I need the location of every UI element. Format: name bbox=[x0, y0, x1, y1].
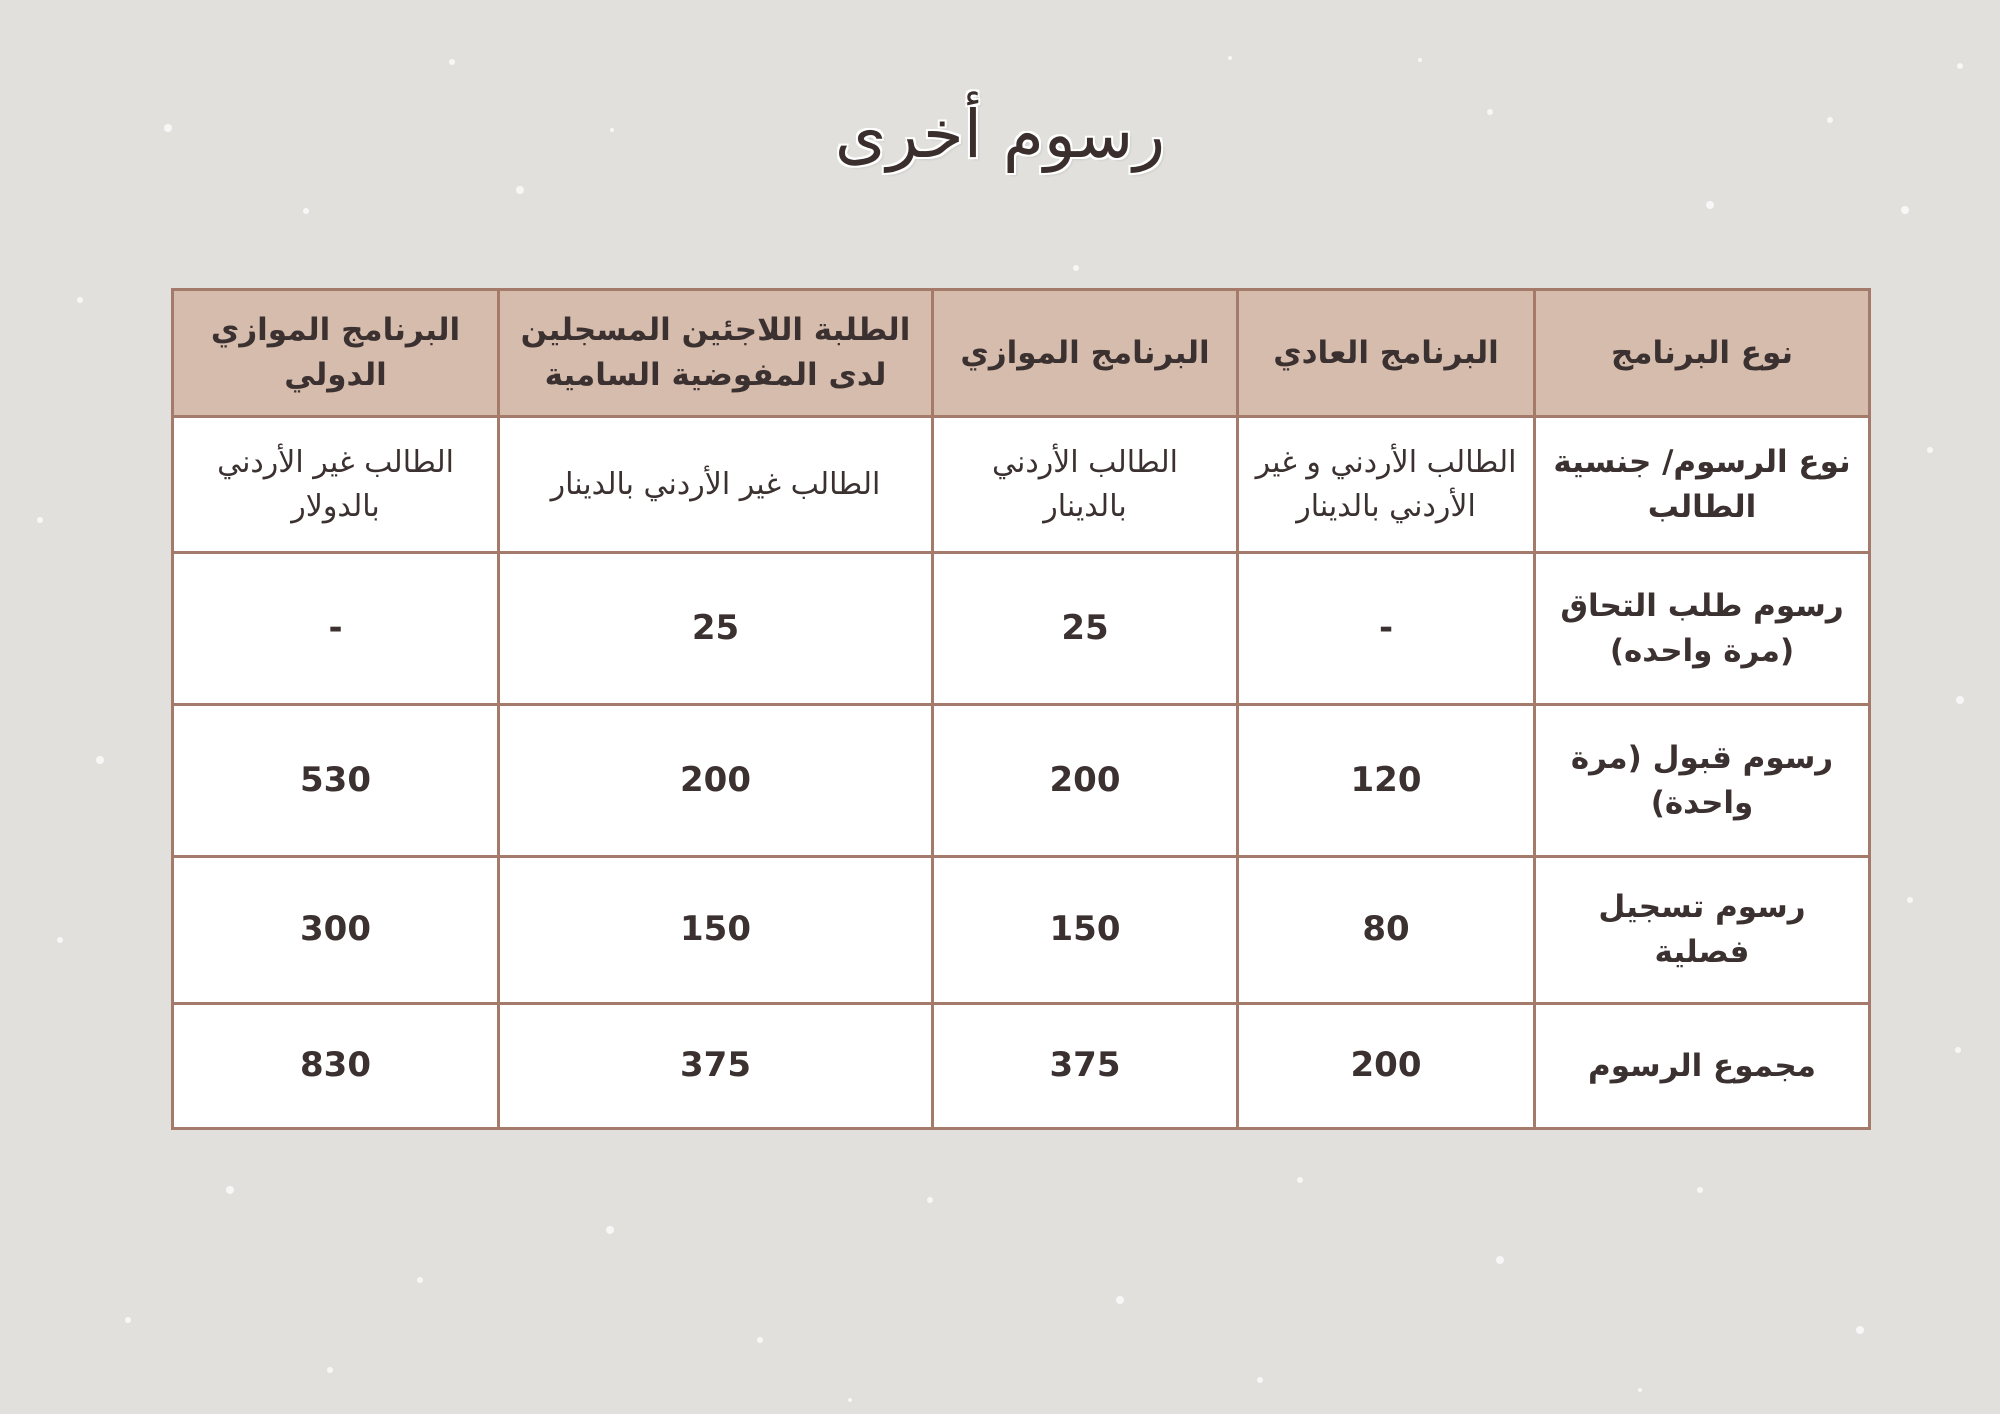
table-cell: - bbox=[1238, 553, 1535, 705]
table-cell: 150 bbox=[499, 857, 933, 1004]
table-row bbox=[173, 553, 1870, 705]
table-row bbox=[173, 1004, 1870, 1129]
table-cell: 375 bbox=[933, 1004, 1238, 1129]
table-row bbox=[173, 417, 1870, 553]
table-cell: 120 bbox=[1238, 705, 1535, 857]
header-international-parallel-program: البرنامج الموازي الدولي bbox=[173, 290, 499, 417]
row-label: نوع الرسوم/ جنسية الطالب bbox=[1535, 417, 1870, 553]
table-cell: 830 bbox=[173, 1004, 499, 1129]
table-cell: 200 bbox=[933, 705, 1238, 857]
row-label: رسوم قبول (مرة واحدة) bbox=[1535, 705, 1870, 857]
table-cell: 25 bbox=[499, 553, 933, 705]
table-header-row bbox=[173, 290, 1870, 417]
table-cell: الطالب غير الأردني بالدولار bbox=[173, 417, 499, 553]
fees-table bbox=[171, 288, 1871, 1130]
table-row bbox=[173, 705, 1870, 857]
table-cell: - bbox=[173, 553, 499, 705]
table-cell: 530 bbox=[173, 705, 499, 857]
header-refugee-students: الطلبة اللاجئين المسجلين لدى المفوضية السامية bbox=[499, 290, 933, 417]
header-parallel-program: البرنامج الموازي bbox=[933, 290, 1238, 417]
table-row bbox=[173, 857, 1870, 1004]
table-cell: 300 bbox=[173, 857, 499, 1004]
table-cell: 150 bbox=[933, 857, 1238, 1004]
row-label: رسوم طلب التحاق (مرة واحده) bbox=[1535, 553, 1870, 705]
table-cell: 200 bbox=[1238, 1004, 1535, 1129]
page-title: رسوم أخرى bbox=[834, 96, 1166, 173]
table-cell: 25 bbox=[933, 553, 1238, 705]
row-label: مجموع الرسوم bbox=[1535, 1004, 1870, 1129]
header-program-type: نوع البرنامج bbox=[1535, 290, 1870, 417]
row-label: رسوم تسجيل فصلية bbox=[1535, 857, 1870, 1004]
table-cell: 80 bbox=[1238, 857, 1535, 1004]
table-cell: الطالب الأردني و غير الأردني بالدينار bbox=[1238, 417, 1535, 553]
table-cell: الطالب غير الأردني بالدينار bbox=[499, 417, 933, 553]
table-cell: 200 bbox=[499, 705, 933, 857]
table-cell: 375 bbox=[499, 1004, 933, 1129]
header-regular-program: البرنامج العادي bbox=[1238, 290, 1535, 417]
table-cell: الطالب الأردني بالدينار bbox=[933, 417, 1238, 553]
